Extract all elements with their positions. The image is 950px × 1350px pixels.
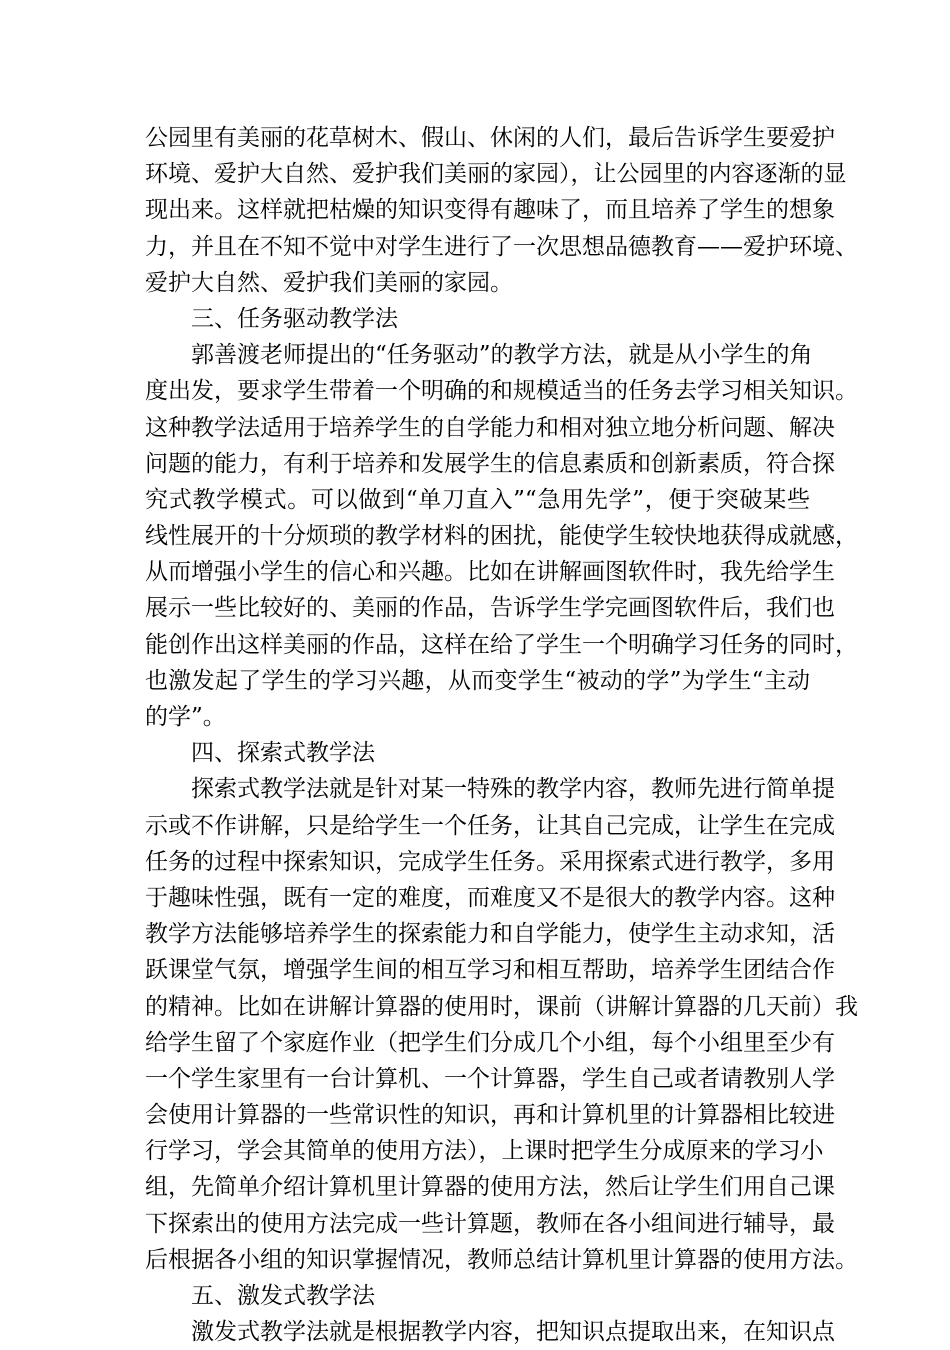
- text-line: 公园里有美丽的花草树木、假山、休闲的人们，最后告诉学生要爱护: [145, 125, 835, 151]
- text-line: 也激发起了学生的学习兴趣，从而变学生“被动的学”为学生“主动: [145, 667, 810, 694]
- text-line: 跃课堂气氛，增强学生间的相互学习和相互帮助，培养学生团结合作: [145, 957, 835, 984]
- document-page: [145, 120, 858, 1350]
- text-line: 行学习，学会其简单的使用方法），上课时把学生分成原来的学习小: [145, 1138, 824, 1165]
- paragraph-inspiring: [145, 1314, 835, 1350]
- paragraph-exploratory: [145, 771, 858, 1278]
- text-line: 激发式教学法就是根据教学内容，把知识点提取出来，在知识点: [191, 1319, 835, 1346]
- text-line: 教学方法能够培养学生的探索能力和自学能力，使学生主动求知，活: [145, 921, 835, 948]
- text-line: 郭善渡老师提出的“任务驱动”的教学方法，就是从小学生的角: [191, 342, 813, 369]
- text-line: 于趣味性强，既有一定的难度，而难度又不是很大的教学内容。这种: [145, 884, 835, 911]
- text-line: 下探索出的使用方法完成一些计算题，教师在各小组间进行辅导，最: [145, 1210, 835, 1237]
- text-line: 给学生留了个家庭作业（把学生们分成几个小组，每个小组里至少有: [145, 1029, 835, 1056]
- text-line: 示或不作讲解，只是给学生一个任务，让其自己完成，让学生在完成: [145, 812, 835, 839]
- text-line: 爱护大自然、爱护我们美丽的家园。: [145, 269, 513, 296]
- text-line: 线性展开的十分烦琐的教学材料的困扰，能使学生较快地获得成就感，: [145, 523, 858, 550]
- section-heading-3: 三、任务驱动教学法: [191, 305, 398, 332]
- text-line: 会使用计算器的一些常识性的知识，再和计算机里的计算器相比较进: [145, 1102, 835, 1129]
- text-line: 这种教学法适用于培养学生的自学能力和相对独立地分析问题、解决: [145, 414, 835, 441]
- paragraph-continued: [145, 120, 858, 301]
- text-line: 现出来。这样就把枯燥的知识变得有趣味了，而且培养了学生的想象: [145, 197, 835, 224]
- text-line: 的学”。: [145, 704, 226, 730]
- text-line: 度出发，要求学生带着一个明确的和规模适当的任务去学习相关知识。: [145, 378, 858, 405]
- text-line: 展示一些比较好的、美丽的作品，告诉学生学完画图软件后，我们也: [145, 595, 835, 622]
- text-line: 任务的过程中探索知识，完成学生任务。采用探索式进行教学，多用: [145, 848, 835, 875]
- text-line: 力，并且在不知不觉中对学生进行了一次思想品德教育——爱护环境、: [145, 233, 858, 260]
- text-line: 的精神。比如在讲解计算器的使用时，课前（讲解计算器的几天前）我: [145, 993, 858, 1020]
- section-heading-4: 四、探索式教学法: [191, 740, 375, 767]
- text-line: 探索式教学法就是针对某一特殊的教学内容，教师先进行简单提: [191, 776, 835, 803]
- text-line: 能创作出这样美丽的作品，这样在给了学生一个明确学习任务的同时，: [145, 631, 858, 658]
- text-line: 究式教学模式。可以做到“单刀直入”“急用先学”，便于突破某些: [145, 486, 810, 513]
- text-line: 后根据各小组的知识掌握情况，教师总结计算机里计算器的使用方法。: [145, 1246, 858, 1273]
- text-line: 组，先简单介绍计算机里计算器的使用方法，然后让学生们用自己课: [145, 1174, 835, 1201]
- text-line: 从而增强小学生的信心和兴趣。比如在讲解画图软件时，我先给学生: [145, 559, 835, 586]
- paragraph-task-driven: [145, 337, 858, 735]
- text-line: 一个学生家里有一台计算机、一个计算器，学生自己或者请教别人学: [145, 1065, 835, 1092]
- text-line: 问题的能力，有利于培养和发展学生的信息素质和创新素质，符合探: [145, 450, 835, 477]
- text-line: 环境、爱护大自然、爱护我们美丽的家园），让公园里的内容逐渐的显: [145, 161, 847, 188]
- section-heading-5: 五、激发式教学法: [191, 1283, 375, 1309]
